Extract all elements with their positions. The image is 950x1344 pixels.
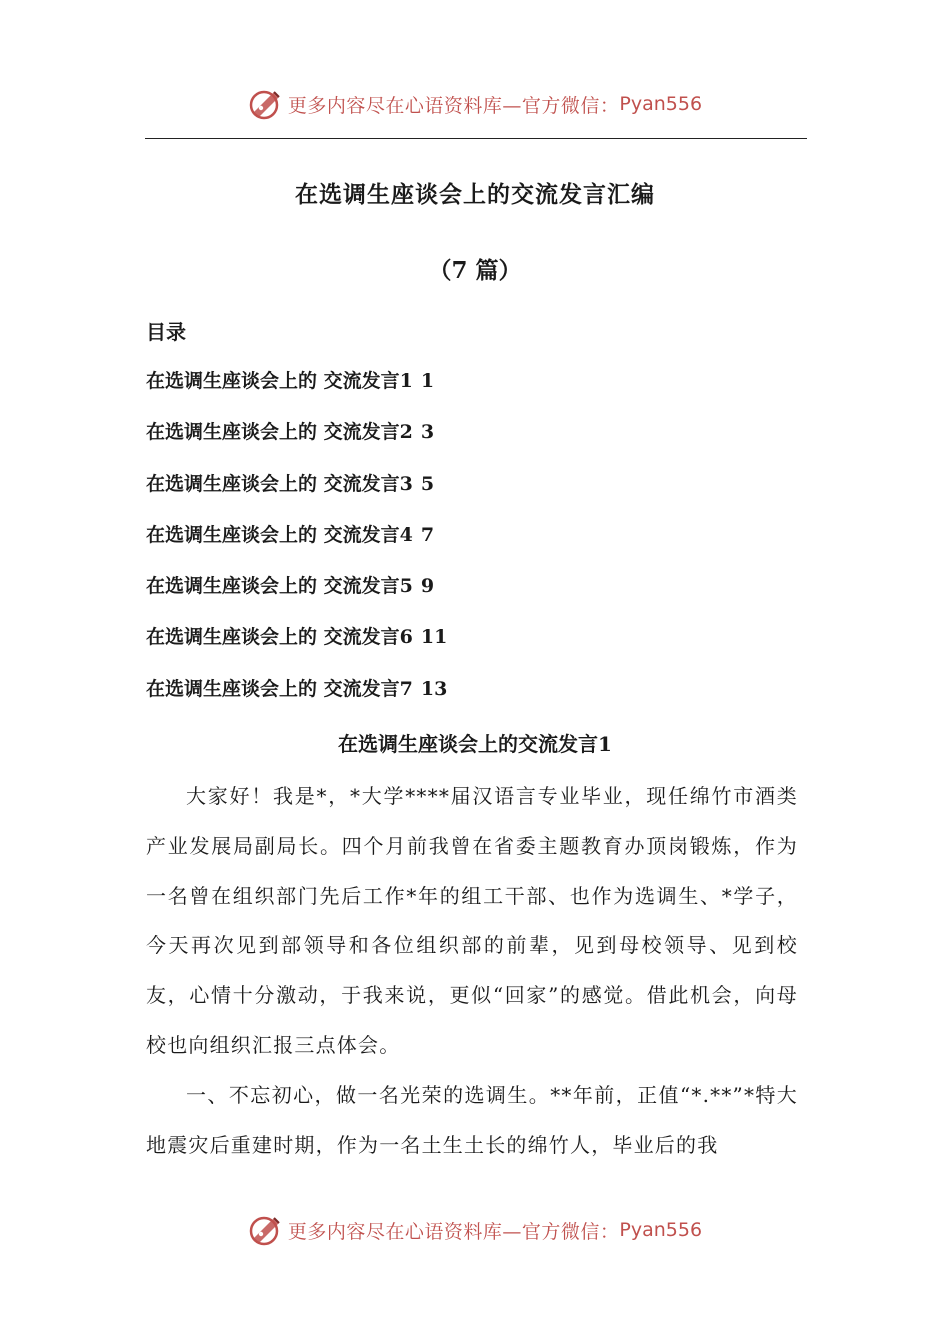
toc-entry-page: 7 <box>420 523 435 546</box>
toc-entry-label: 在选调生座谈会上的 交流发言4 <box>146 523 413 546</box>
toc-entry[interactable] <box>146 469 455 520</box>
banner-wechat-id: Pyan556 <box>619 1219 703 1241</box>
body-paragraph: 大家好！我是*，*大学****届汉语言专业毕业，现任绵竹市酒类产业发展局副局长。四个月前我曾在省委主题教育办顶岗锻炼，作为一名曾在组织部门先后工作*年的组工干部、也作为选调生、*学子，今天再次见到部领导和各位组织部的前辈，见到母校领导、见到校友，心情十分激动，于我来说，更似“回家”的感觉。借此机会，向母校也向组织汇报三点体会。 <box>146 784 798 1057</box>
toc-entry[interactable] <box>146 366 455 417</box>
toc-entry-page: 1 <box>420 370 435 392</box>
pen-logo-icon <box>248 1212 284 1248</box>
toc-entry-label: 在选调生座谈会上的 交流发言2 <box>146 421 413 444</box>
header-divider <box>145 138 807 139</box>
banner-text: 更多内容尽在心语资料库—官方微信： <box>287 94 620 117</box>
toc-entry-label: 在选调生座谈会上的 交流发言3 <box>146 472 413 495</box>
toc-entry-label: 在选调生座谈会上的 交流发言5 <box>146 575 413 598</box>
pen-logo-icon <box>248 86 284 122</box>
banner-wechat-id: Pyan556 <box>619 93 703 115</box>
toc-entry-label: 在选调生座谈会上的 交流发言1 <box>146 370 413 392</box>
toc-entry[interactable] <box>146 520 455 571</box>
document-title: 在选调生座谈会上的交流发言汇编 <box>295 181 655 208</box>
toc-entry-page: 13 <box>420 677 448 700</box>
toc-entry-page: 5 <box>420 472 435 495</box>
toc-entry-label: 在选调生座谈会上的 交流发言6 <box>146 626 413 649</box>
toc-heading: 目录 <box>146 320 186 344</box>
toc-entry-label: 在选调生座谈会上的 交流发言7 <box>146 677 413 700</box>
toc-entry[interactable] <box>146 622 455 673</box>
body-paragraph: 一、不忘初心，做一名光荣的选调生。**年前，正值“*.**”*特大地震灾后重建时期，作为一名土生土长的绵竹人，毕业后的我 <box>146 1082 798 1157</box>
table-of-contents <box>146 366 455 725</box>
document-body <box>146 772 798 1170</box>
toc-entry[interactable] <box>146 571 455 622</box>
toc-entry[interactable] <box>146 674 455 725</box>
section-title: 在选调生座谈会上的交流发言1 <box>338 732 612 756</box>
banner-text: 更多内容尽在心语资料库—官方微信： <box>287 1220 620 1243</box>
toc-entry[interactable] <box>146 417 455 468</box>
toc-entry-page: 9 <box>420 575 435 598</box>
document-subtitle: （7 篇） <box>428 257 522 284</box>
header-banner <box>0 84 950 124</box>
toc-entry-page: 3 <box>420 421 435 444</box>
toc-entry-page: 11 <box>420 626 448 649</box>
footer-banner <box>0 1210 950 1250</box>
